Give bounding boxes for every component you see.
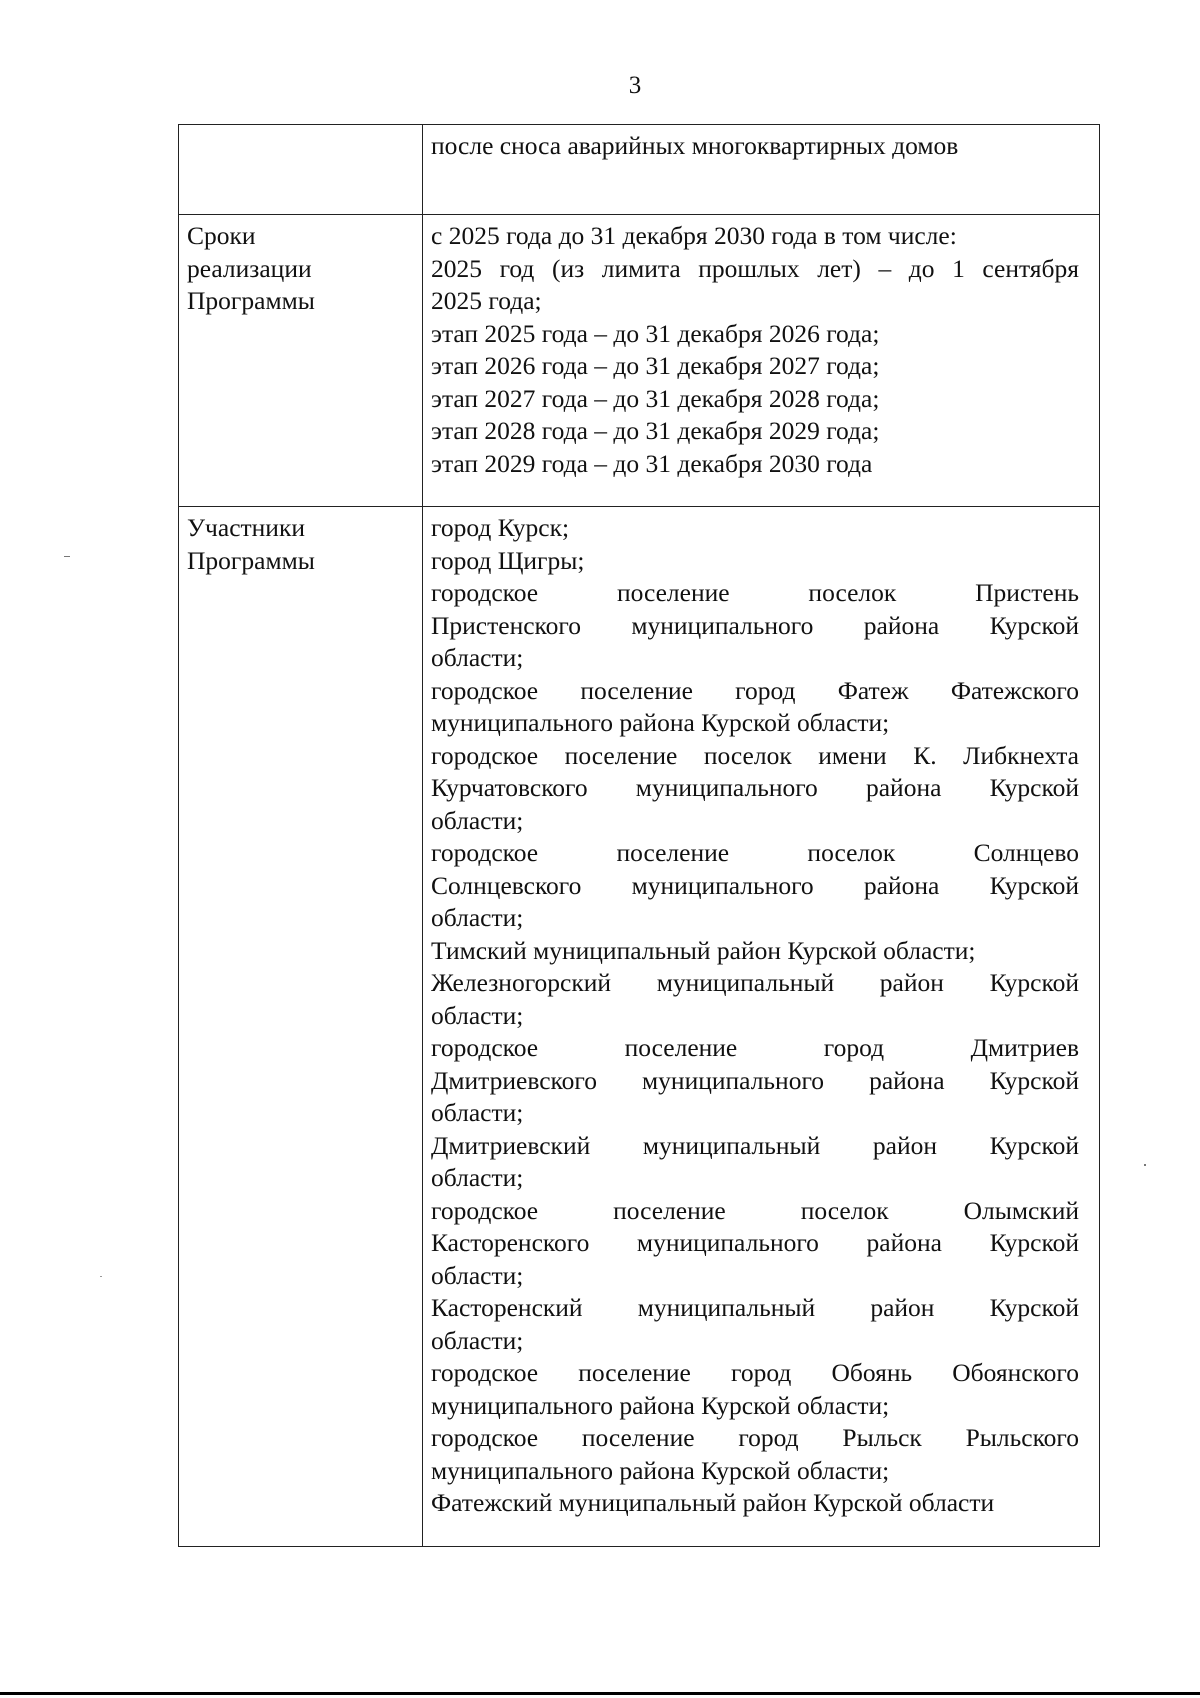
row-value-line: этап 2026 года – до 31 декабря 2027 года; [431,351,880,380]
row-value-line: этап 2029 года – до 31 декабря 2030 года [431,448,873,478]
row-value-line: городское поселение поселок Солнцево [431,838,1079,867]
row-label-line: Участники [187,513,305,542]
row-value-line: области; [431,1260,524,1290]
row-label-cell [179,125,423,215]
program-passport-table [178,124,1100,1547]
row-value-line: 2025 год (из лимита прошлых лет) – до 1 сентября [431,253,1079,283]
row-value-line: Пристенского муниципального района Курской [431,610,1079,640]
row-value-line: Курчатовского муниципального района Курской [431,773,1079,802]
table-row [179,507,1100,1547]
row-value-line: области; [431,1163,524,1192]
row-value-line: городское поселение город Фатеж Фатежского [431,675,1079,705]
row-value-line: области; [431,1325,524,1355]
row-value-line: городское поселение поселок Олымский [431,1195,1079,1225]
row-value-line: Касторенский муниципальный район Курской [431,1293,1079,1322]
row-value-line: после сноса аварийных многоквартирных домов [431,131,959,160]
row-value-line: с 2025 года до 31 декабря 2030 года в том числе: [431,221,957,250]
row-label-line: Программы [187,545,315,575]
table-row [179,125,1100,215]
row-value-cell [423,125,1100,215]
row-label-cell [179,507,423,1547]
row-value-line: области; [431,1098,524,1127]
row-label-line: реализации [187,253,312,283]
row-value-line: городское поселение поселок Пристень [431,578,1079,607]
row-value-line: Касторенского муниципального района Курской [431,1228,1079,1257]
row-label-line: Программы [187,286,315,315]
row-value-line: Солнцевского муниципального района Курской [431,870,1079,900]
row-value-line: городское поселение город Дмитриев [431,1033,1079,1062]
row-value-line: городское поселение поселок имени К. Либкнехта [431,740,1079,770]
row-value-line: области; [431,643,524,672]
scan-edge-line [0,1692,1200,1695]
row-value-line: муниципального района Курской области; [431,708,890,737]
row-label-line: Сроки [187,221,256,250]
row-value-line: Фатежский муниципальный район Курской области [431,1488,995,1517]
row-value-line: области; [431,903,524,932]
row-value-line: городское поселение город Обоянь Обоянского [431,1358,1079,1387]
row-value-line: город Курск; [431,513,570,542]
page-number: 3 [628,72,642,99]
row-value-line: Тимский муниципальный район Курской области; [431,935,976,965]
row-value-line: области; [431,805,524,835]
row-value-line: муниципального района Курской области; [431,1455,890,1485]
row-value-line: Дмитриевского муниципального района Курской [431,1065,1079,1095]
row-value-line: этап 2028 года – до 31 декабря 2029 года; [431,416,880,445]
row-label-cell [179,215,423,507]
row-value-line: город Щигры; [431,545,585,575]
scan-speck [1144,1164,1146,1166]
row-value-line: Железногорский муниципальный район Курской [431,968,1079,997]
scan-speck [100,1276,102,1277]
row-value-line: этап 2027 года – до 31 декабря 2028 года; [431,383,880,413]
table-row [179,215,1100,507]
row-value-line: городское поселение город Рыльск Рыльского [431,1423,1079,1452]
row-value-line: муниципального района Курской области; [431,1390,890,1420]
row-value-line: Дмитриевский муниципальный район Курской [431,1130,1079,1160]
row-value-line: 2025 года; [431,286,542,315]
scan-speck [64,556,70,557]
row-value-cell [423,215,1100,507]
row-value-cell [423,507,1100,1547]
row-value-line: этап 2025 года – до 31 декабря 2026 года; [431,318,880,348]
row-value-line: области; [431,1000,524,1030]
